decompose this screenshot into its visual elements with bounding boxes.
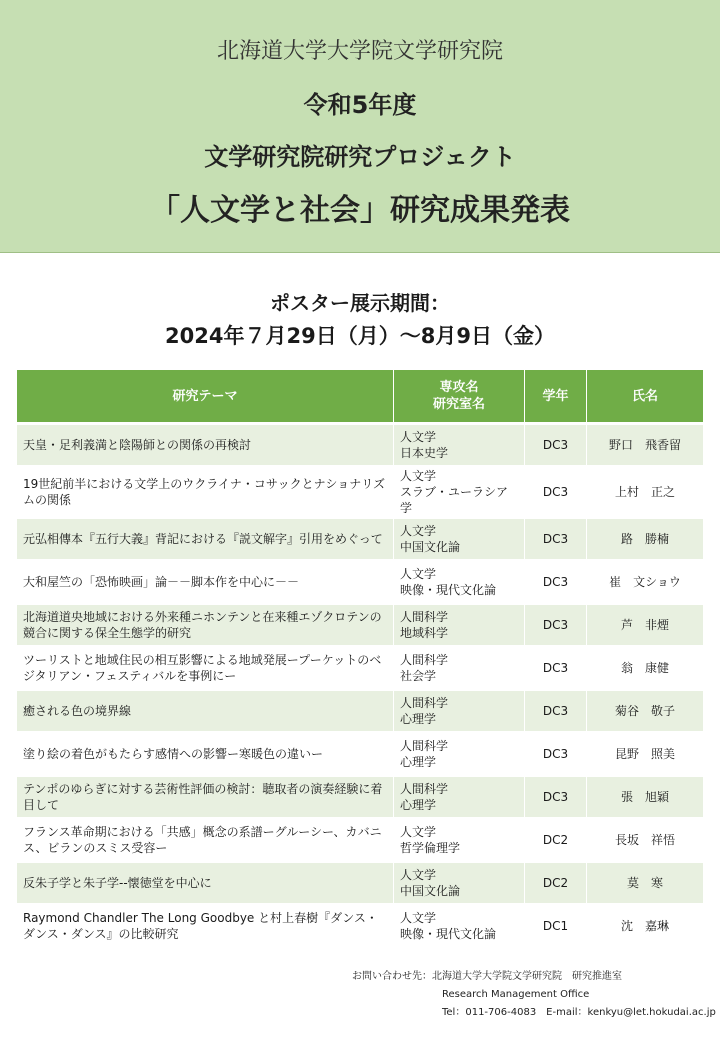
research-theme: 元弘相傳本『五行大義』背記における『説文解字』引用をめぐって (17, 516, 394, 559)
contact-info (352, 968, 716, 1022)
major-name: 人文学 (400, 469, 437, 483)
major-name: 人間科学 (400, 696, 449, 710)
grade: DC2 (525, 817, 587, 860)
header-theme: 研究テーマ (17, 370, 394, 422)
header-name: 氏名 (587, 370, 703, 422)
major-dept-cell (394, 903, 525, 946)
dept-name: 社会学 (400, 669, 437, 683)
grade: DC3 (525, 559, 587, 602)
major-dept-cell (394, 817, 525, 860)
dept-name: 地域科学 (400, 626, 449, 640)
major-dept-cell (394, 559, 525, 602)
dept-name: 心理学 (400, 798, 437, 812)
major-name: 人文学 (400, 430, 437, 444)
research-theme: 大和屋竺の「恐怖映画」論－－脚本作を中心に－－ (17, 559, 394, 602)
student-name: 上村 正之 (587, 465, 703, 516)
student-name: 昆野 照美 (587, 731, 703, 774)
student-name: 長坂 祥悟 (587, 817, 703, 860)
table-row (17, 860, 703, 903)
student-name: 路 勝楠 (587, 516, 703, 559)
major-dept-cell (394, 860, 525, 903)
major-name: 人間科学 (400, 610, 449, 624)
major-dept-cell (394, 602, 525, 645)
table-row (17, 602, 703, 645)
student-name: 菊谷 敬子 (587, 688, 703, 731)
grade: DC3 (525, 731, 587, 774)
dept-name: 映像・現代文化論 (400, 927, 497, 941)
major-dept-cell (394, 645, 525, 688)
table-row (17, 688, 703, 731)
major-dept-cell (394, 688, 525, 731)
major-name: 人文学 (400, 868, 437, 882)
project-name: 文学研究院研究プロジェクト (204, 143, 516, 171)
table-row (17, 774, 703, 817)
research-theme: ツーリストと地域住民の相互影響による地域発展ープーケットのベジタリアン・フェスティバルを事例にー (17, 645, 394, 688)
major-dept-cell (394, 731, 525, 774)
research-table (17, 370, 703, 946)
grade: DC3 (525, 465, 587, 516)
major-dept-cell (394, 422, 525, 465)
dept-name: スラブ・ユーラシア学 (400, 485, 509, 515)
fiscal-year: 令和5年度 (303, 91, 417, 119)
grade: DC3 (525, 516, 587, 559)
major-name: 人間科学 (400, 653, 449, 667)
page-title: 「人文学と社会」研究成果発表 (150, 193, 570, 228)
student-name: 沈 嘉琳 (587, 903, 703, 946)
student-name: 崔 文ショウ (587, 559, 703, 602)
grade: DC3 (525, 602, 587, 645)
university-name: 北海道大学大学院文学研究院 (216, 39, 503, 64)
header-grade: 学年 (525, 370, 587, 422)
major-dept-cell (394, 516, 525, 559)
period-label: ポスター展示期間： (270, 291, 450, 315)
table-row (17, 465, 703, 516)
contact-line-2: Research Management Office (442, 989, 590, 1000)
table-header-row (17, 370, 703, 422)
research-theme: フランス革命期における「共感」概念の系譜ーグルーシー、カバニス、ビランのスミス受容ー (17, 817, 394, 860)
research-theme: 北海道道央地域における外来種ニホンテンと在来種エゾクロテンの競合に関する保全生態学的研究 (17, 602, 394, 645)
student-name: 野口 飛香留 (587, 422, 703, 465)
research-theme: 塗り絵の着色がもたらす感情への影響ー寒暖色の違いー (17, 731, 394, 774)
research-theme: 反朱子学と朱子学--懐徳堂を中心に (17, 860, 394, 903)
major-dept-cell (394, 774, 525, 817)
contact-line-1: お問い合わせ先：北海道大学大学院文学研究院 研究推進室 (352, 971, 622, 982)
grade: DC3 (525, 645, 587, 688)
table-row (17, 817, 703, 860)
table-body (17, 422, 703, 946)
research-theme: Raymond Chandler The Long Goodbye と村上春樹『ダンス・ダンス・ダンス』の比較研究 (17, 903, 394, 946)
grade: DC2 (525, 860, 587, 903)
major-name: 人文学 (400, 524, 437, 538)
research-theme: テンポのゆらぎに対する芸術性評価の検討：聴取者の演奏経験に着目して (17, 774, 394, 817)
major-name: 人文学 (400, 567, 437, 581)
table-row (17, 731, 703, 774)
table-row (17, 559, 703, 602)
grade: DC3 (525, 688, 587, 731)
major-name: 人間科学 (400, 739, 449, 753)
grade: DC3 (525, 774, 587, 817)
student-name: 莫 寒 (587, 860, 703, 903)
table-row (17, 903, 703, 946)
dept-name: 哲学倫理学 (400, 841, 461, 855)
student-name: 張 旭穎 (587, 774, 703, 817)
research-theme: 天皇・足利義満と陰陽師との関係の再検討 (17, 422, 394, 465)
grade: DC1 (525, 903, 587, 946)
research-theme: 19世紀前半における文学上のウクライナ・コサックとナショナリズムの関係 (17, 465, 394, 516)
grade: DC3 (525, 422, 587, 465)
dept-name: 映像・現代文化論 (400, 583, 497, 597)
major-dept-cell (394, 465, 525, 516)
major-name: 人間科学 (400, 782, 449, 796)
major-name: 人文学 (400, 825, 437, 839)
table-row (17, 422, 703, 465)
dept-name: 心理学 (400, 712, 437, 726)
header-major-dept (394, 370, 525, 422)
dept-name: 心理学 (400, 755, 437, 769)
dept-name: 中国文化論 (400, 540, 461, 554)
header-major: 専攻名 (439, 380, 479, 395)
header-banner (0, 0, 720, 253)
dept-name: 日本史学 (400, 446, 449, 460)
table-row (17, 516, 703, 559)
research-theme: 癒される色の境界線 (17, 688, 394, 731)
table-row (17, 645, 703, 688)
student-name: 芦 非煙 (587, 602, 703, 645)
contact-line-3: Tel：011-706-4083 E-mail：kenkyu@let.hokudai.ac.jp (442, 1007, 716, 1018)
dept-name: 中国文化論 (400, 884, 461, 898)
header-dept: 研究室名 (432, 397, 485, 412)
period-dates: 2024年７月29日（月）～8月9日（金） (165, 324, 555, 348)
student-name: 翁 康健 (587, 645, 703, 688)
major-name: 人文学 (400, 911, 437, 925)
